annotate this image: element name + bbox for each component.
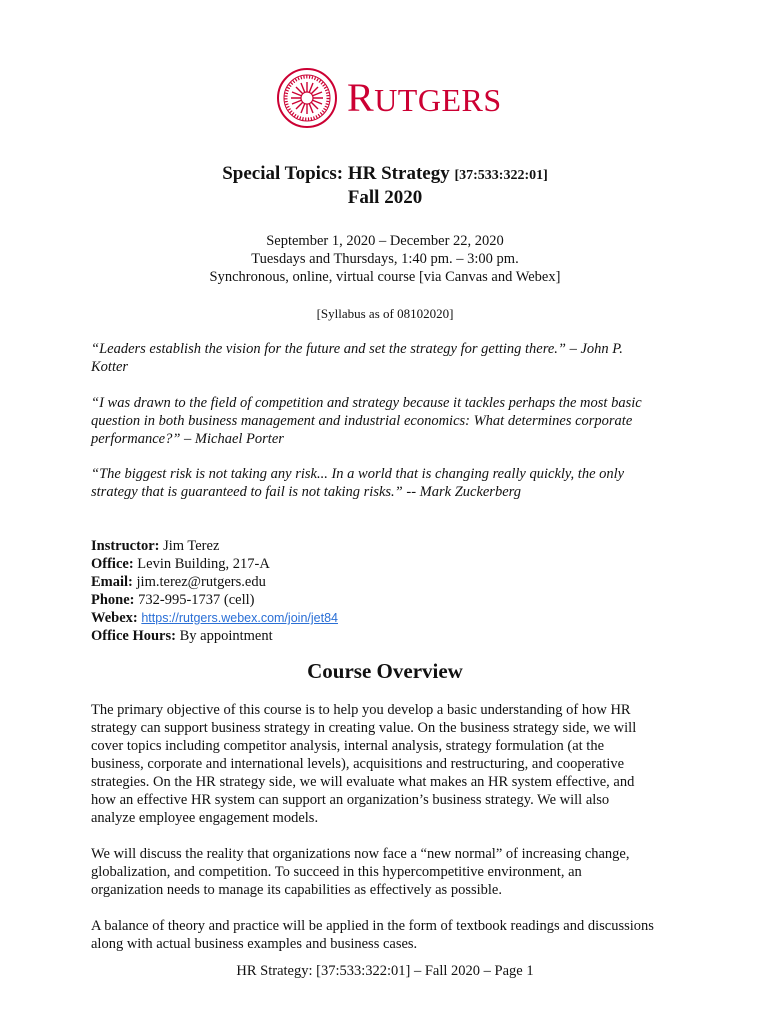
overview-paragraph-1 (91, 701, 691, 827)
paragraph-line: cover topics including competitor analysis, internal analysis, strategy formulation (at the (91, 738, 605, 754)
paragraph-line: The primary objective of this course is to help you develop a basic understanding of how HR (91, 702, 631, 718)
quote-line: Kotter (91, 359, 129, 375)
rutgers-seal-icon (277, 68, 337, 128)
webex-row (91, 609, 691, 627)
quote-line: “The biggest risk is not taking any risk... In a world that is changing really quickly, the only (91, 466, 625, 482)
paragraph-line: strategy can support business strategy in creating value. On the business strategy side, we will (91, 720, 637, 736)
instructor-info (91, 537, 691, 645)
quote-porter (91, 394, 691, 448)
email-label: Email: (91, 574, 133, 590)
paragraph-line: business, corporate and international levels), acquisitions and restructuring, and cooperative (91, 756, 625, 772)
paragraph-line: A balance of theory and practice will be applied in the form of textbook readings and discussions (91, 918, 654, 934)
paragraph-line: We will discuss the reality that organizations now face a “new normal” of increasing change, (91, 846, 630, 862)
instructor-label: Instructor: (91, 538, 160, 554)
instructor-row (91, 537, 691, 555)
syllabus-version: [Syllabus as of 08102020] (316, 306, 454, 321)
rutgers-logo (277, 68, 502, 128)
office-hours-label: Office Hours: (91, 628, 176, 644)
paragraph-line: strategies. On the HR strategy side, we will evaluate what makes an HR system effective, and (91, 774, 635, 790)
overview-paragraph-3 (91, 917, 691, 953)
paragraph-line: globalization, and competition. To succeed in this hypercompetitive environment, an (91, 864, 582, 880)
quote-line: “I was drawn to the field of competition and strategy because it tackles perhaps the most basic (91, 395, 642, 411)
paragraph-line: organization needs to manage its capabilities as effectively as possible. (91, 882, 502, 898)
phone-label: Phone: (91, 592, 135, 608)
email-row (91, 573, 691, 591)
course-title (0, 163, 770, 185)
quote-line: strategy that is guaranteed to fail is not taking risks.” -- Mark Zuckerberg (91, 484, 521, 500)
course-format: Synchronous, online, virtual course [via Canvas and Webex] (209, 269, 561, 285)
quote-kotter (91, 340, 691, 376)
page-footer: HR Strategy: [37:533:322:01] – Fall 2020 – Page 1 (236, 963, 534, 979)
office-row (91, 555, 691, 573)
paragraph-line: analyze employee engagement models. (91, 810, 319, 826)
office-hours-row (91, 627, 691, 645)
course-schedule: Tuesdays and Thursdays, 1:40 pm. – 3:00 pm. (251, 251, 519, 267)
phone-value: 732-995-1737 (cell) (138, 592, 255, 608)
overview-paragraph-2 (91, 845, 691, 899)
office-value: Levin Building, 217-A (137, 556, 270, 572)
rutgers-wordmark (347, 75, 502, 120)
paragraph-line: along with actual business examples and business cases. (91, 936, 418, 952)
quote-line: performance?” – Michael Porter (91, 431, 284, 447)
quote-zuckerberg (91, 465, 691, 501)
office-hours-value: By appointment (179, 628, 273, 644)
course-code: [37:533:322:01] (454, 168, 548, 183)
course-overview-heading: Course Overview (307, 659, 463, 683)
wordmark-initial: R (347, 75, 375, 120)
quote-line: “Leaders establish the vision for the future and set the strategy for getting there.” – John P. (91, 341, 623, 357)
course-title-text: Special Topics: HR Strategy (222, 163, 450, 184)
wordmark-rest: UTGERS (374, 82, 502, 118)
course-dates: September 1, 2020 – December 22, 2020 (266, 233, 504, 249)
office-label: Office: (91, 556, 134, 572)
webex-link[interactable]: https://rutgers.webex.com/join/jet84 (141, 611, 338, 625)
phone-row (91, 591, 691, 609)
email-value: jim.terez@rutgers.edu (136, 574, 266, 590)
paragraph-line: how an effective HR system can support an organization’s business strategy. We will also (91, 792, 610, 808)
course-term: Fall 2020 (347, 187, 423, 208)
instructor-name: Jim Terez (163, 538, 220, 554)
webex-label: Webex: (91, 610, 138, 626)
quote-line: question in both business management and industrial economics: What determines corporate (91, 413, 633, 429)
